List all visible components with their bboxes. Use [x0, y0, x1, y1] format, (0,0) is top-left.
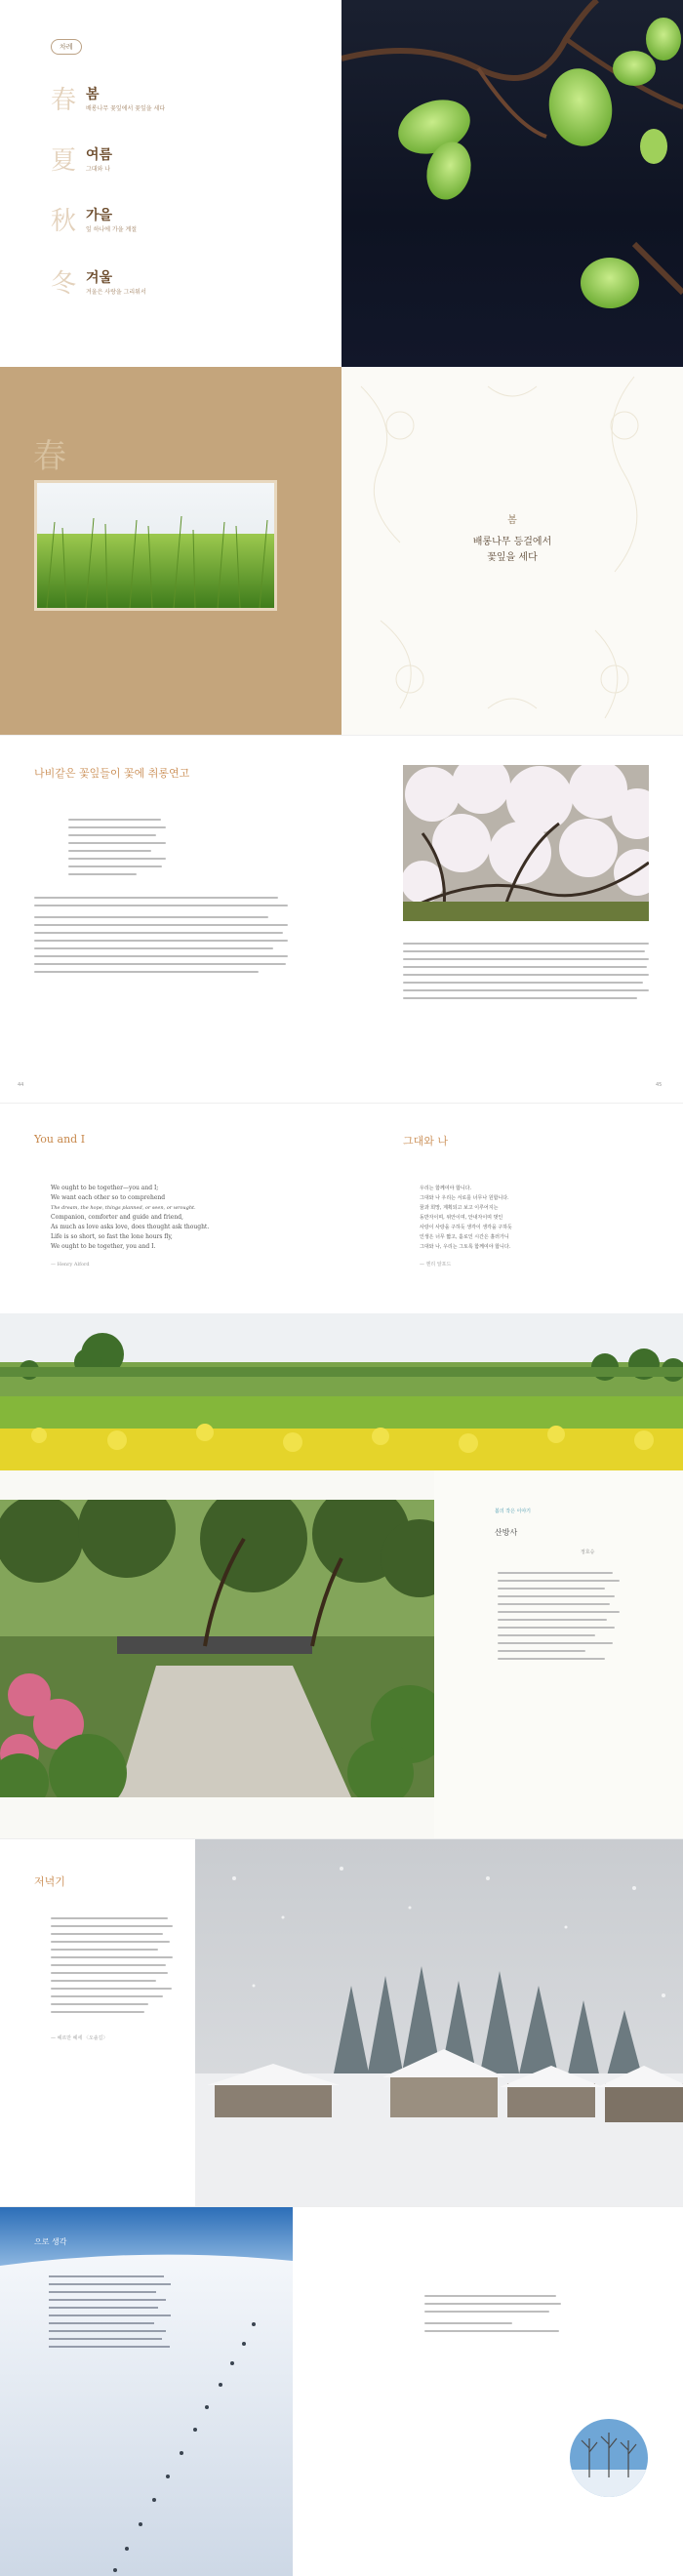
toc-subtitle: 그대와 나 — [86, 166, 111, 173]
toc-title: 봄 — [86, 87, 100, 102]
poem-ko-line: 인생은 너무 짧고, 홀로인 시간은 흘러가니 — [420, 1234, 509, 1240]
toc-han: 秋 — [51, 207, 77, 236]
poem-en-line: As much as love asks love, does thought ask thought. — [51, 1224, 210, 1230]
page-number-left: 44 — [18, 1082, 24, 1088]
winter-credit: — 헤르만 헤세 〈오솔길〉 — [51, 2035, 108, 2041]
poem-en-line: Companion, comforter and guide and friend, — [51, 1214, 183, 1221]
toc-han: 夏 — [51, 146, 77, 176]
snow-field-photo — [0, 2207, 293, 2576]
poem-ko — [420, 1184, 654, 1269]
page-number-right: 45 — [656, 1082, 663, 1088]
toc-item-spring[interactable] — [51, 80, 295, 119]
section-subtitle-1: 배롱나무 등걸에서 — [472, 537, 552, 547]
toc-title: 가을 — [86, 208, 113, 223]
cherry-blossom-photo — [403, 765, 649, 921]
poem-spread — [0, 1103, 683, 1470]
poem-body — [498, 1572, 620, 1666]
poem-ko-line: 사랑이 사랑을 구하듯 생각이 생각을 구하듯 — [420, 1225, 512, 1230]
body-text-left-top — [68, 819, 166, 881]
poem-en — [51, 1184, 304, 1269]
poem-en-author: — Henry Alford — [51, 1262, 90, 1268]
poem-ko-line: 그대와 나 우리는 서로를 너무나 원합니다. — [420, 1195, 509, 1201]
section-subtitle-2: 꽃잎을 세다 — [487, 552, 538, 563]
spring-right-page — [342, 367, 683, 735]
poem-ko-line: 동반자이며, 위안이며, 안내자이며 벗인 — [420, 1215, 503, 1221]
poem-tag: 봄의 작은 이야기 — [495, 1509, 531, 1514]
poem-en-line: Life is so short, so fast the lone hours fly, — [51, 1233, 173, 1240]
spring-han: 春 — [33, 437, 66, 476]
winter-body — [51, 1917, 173, 2019]
garden-spread — [0, 1470, 683, 1838]
toc-item-summer[interactable] — [51, 141, 295, 180]
leaf-photo — [342, 0, 683, 367]
toc-tag: 차례 — [51, 39, 82, 55]
poem-en-heading: You and I — [34, 1133, 86, 1146]
spring-left-page — [0, 367, 342, 735]
poem-ko-line: 꿈과 희망, 계획되고 보고 이루어지는 — [420, 1205, 499, 1211]
toc-subtitle: 배롱나무 꽃잎에서 꽃잎을 세다 — [86, 105, 166, 112]
footprint-heading: 으로 생각 — [34, 2237, 67, 2246]
toc-title: 여름 — [86, 147, 113, 163]
garden-path-photo — [0, 1500, 434, 1797]
toc-han: 春 — [51, 86, 77, 115]
poem-ko-author: — 헨리 알포드 — [420, 1262, 452, 1268]
body-text-right — [403, 943, 649, 1005]
poem-ko-heading: 그대와 나 — [403, 1135, 449, 1147]
poem-ko-line: 우리는 함께여야 합니다. — [420, 1186, 472, 1191]
body-text-left-bottom — [34, 897, 288, 979]
toc-subtitle: 겨울은 사랑을 그리워서 — [86, 289, 146, 296]
footprint-spread — [0, 2206, 683, 2575]
toc-han: 冬 — [51, 269, 77, 299]
poem-title: 산방사 — [495, 1528, 518, 1537]
winter-spread — [0, 1838, 683, 2206]
poem-en-line: We ought to be together—you and I; — [51, 1185, 159, 1191]
section-title: 봄 — [507, 515, 517, 526]
poem-ko-line: 그대와 나, 우리는 그토록 함께여야 합니다. — [420, 1244, 511, 1250]
spring-spread — [0, 367, 683, 735]
footprint-body — [49, 2275, 171, 2354]
toc-title: 겨울 — [86, 270, 113, 286]
footprint-right-body — [424, 2295, 561, 2338]
winter-trees-circle-photo — [570, 2419, 648, 2497]
field-photo — [0, 1313, 683, 1471]
toc-subtitle: 잎 하나에 가을 계절 — [86, 226, 138, 233]
poem-author: 정호승 — [581, 1550, 595, 1555]
toc-item-winter[interactable] — [51, 263, 295, 302]
winter-heading: 저녁기 — [34, 1875, 65, 1888]
blossom-spread — [0, 735, 683, 1103]
spread-heading: 나비같은 꽃잎들이 꽃에 취롱연고 — [34, 767, 190, 780]
poem-en-line: The dream, the hope, things planned, or seen, or wrought. — [51, 1205, 196, 1211]
toc-spread — [0, 0, 683, 367]
toc-item-autumn[interactable] — [51, 201, 295, 240]
snow-village-photo — [195, 1839, 683, 2207]
poem-en-line: We want each other so to comprehend — [51, 1194, 166, 1201]
grass-photo — [34, 480, 277, 611]
poem-en-line: We ought to be together, you and I. — [51, 1243, 156, 1250]
poem-page — [434, 1470, 683, 1838]
